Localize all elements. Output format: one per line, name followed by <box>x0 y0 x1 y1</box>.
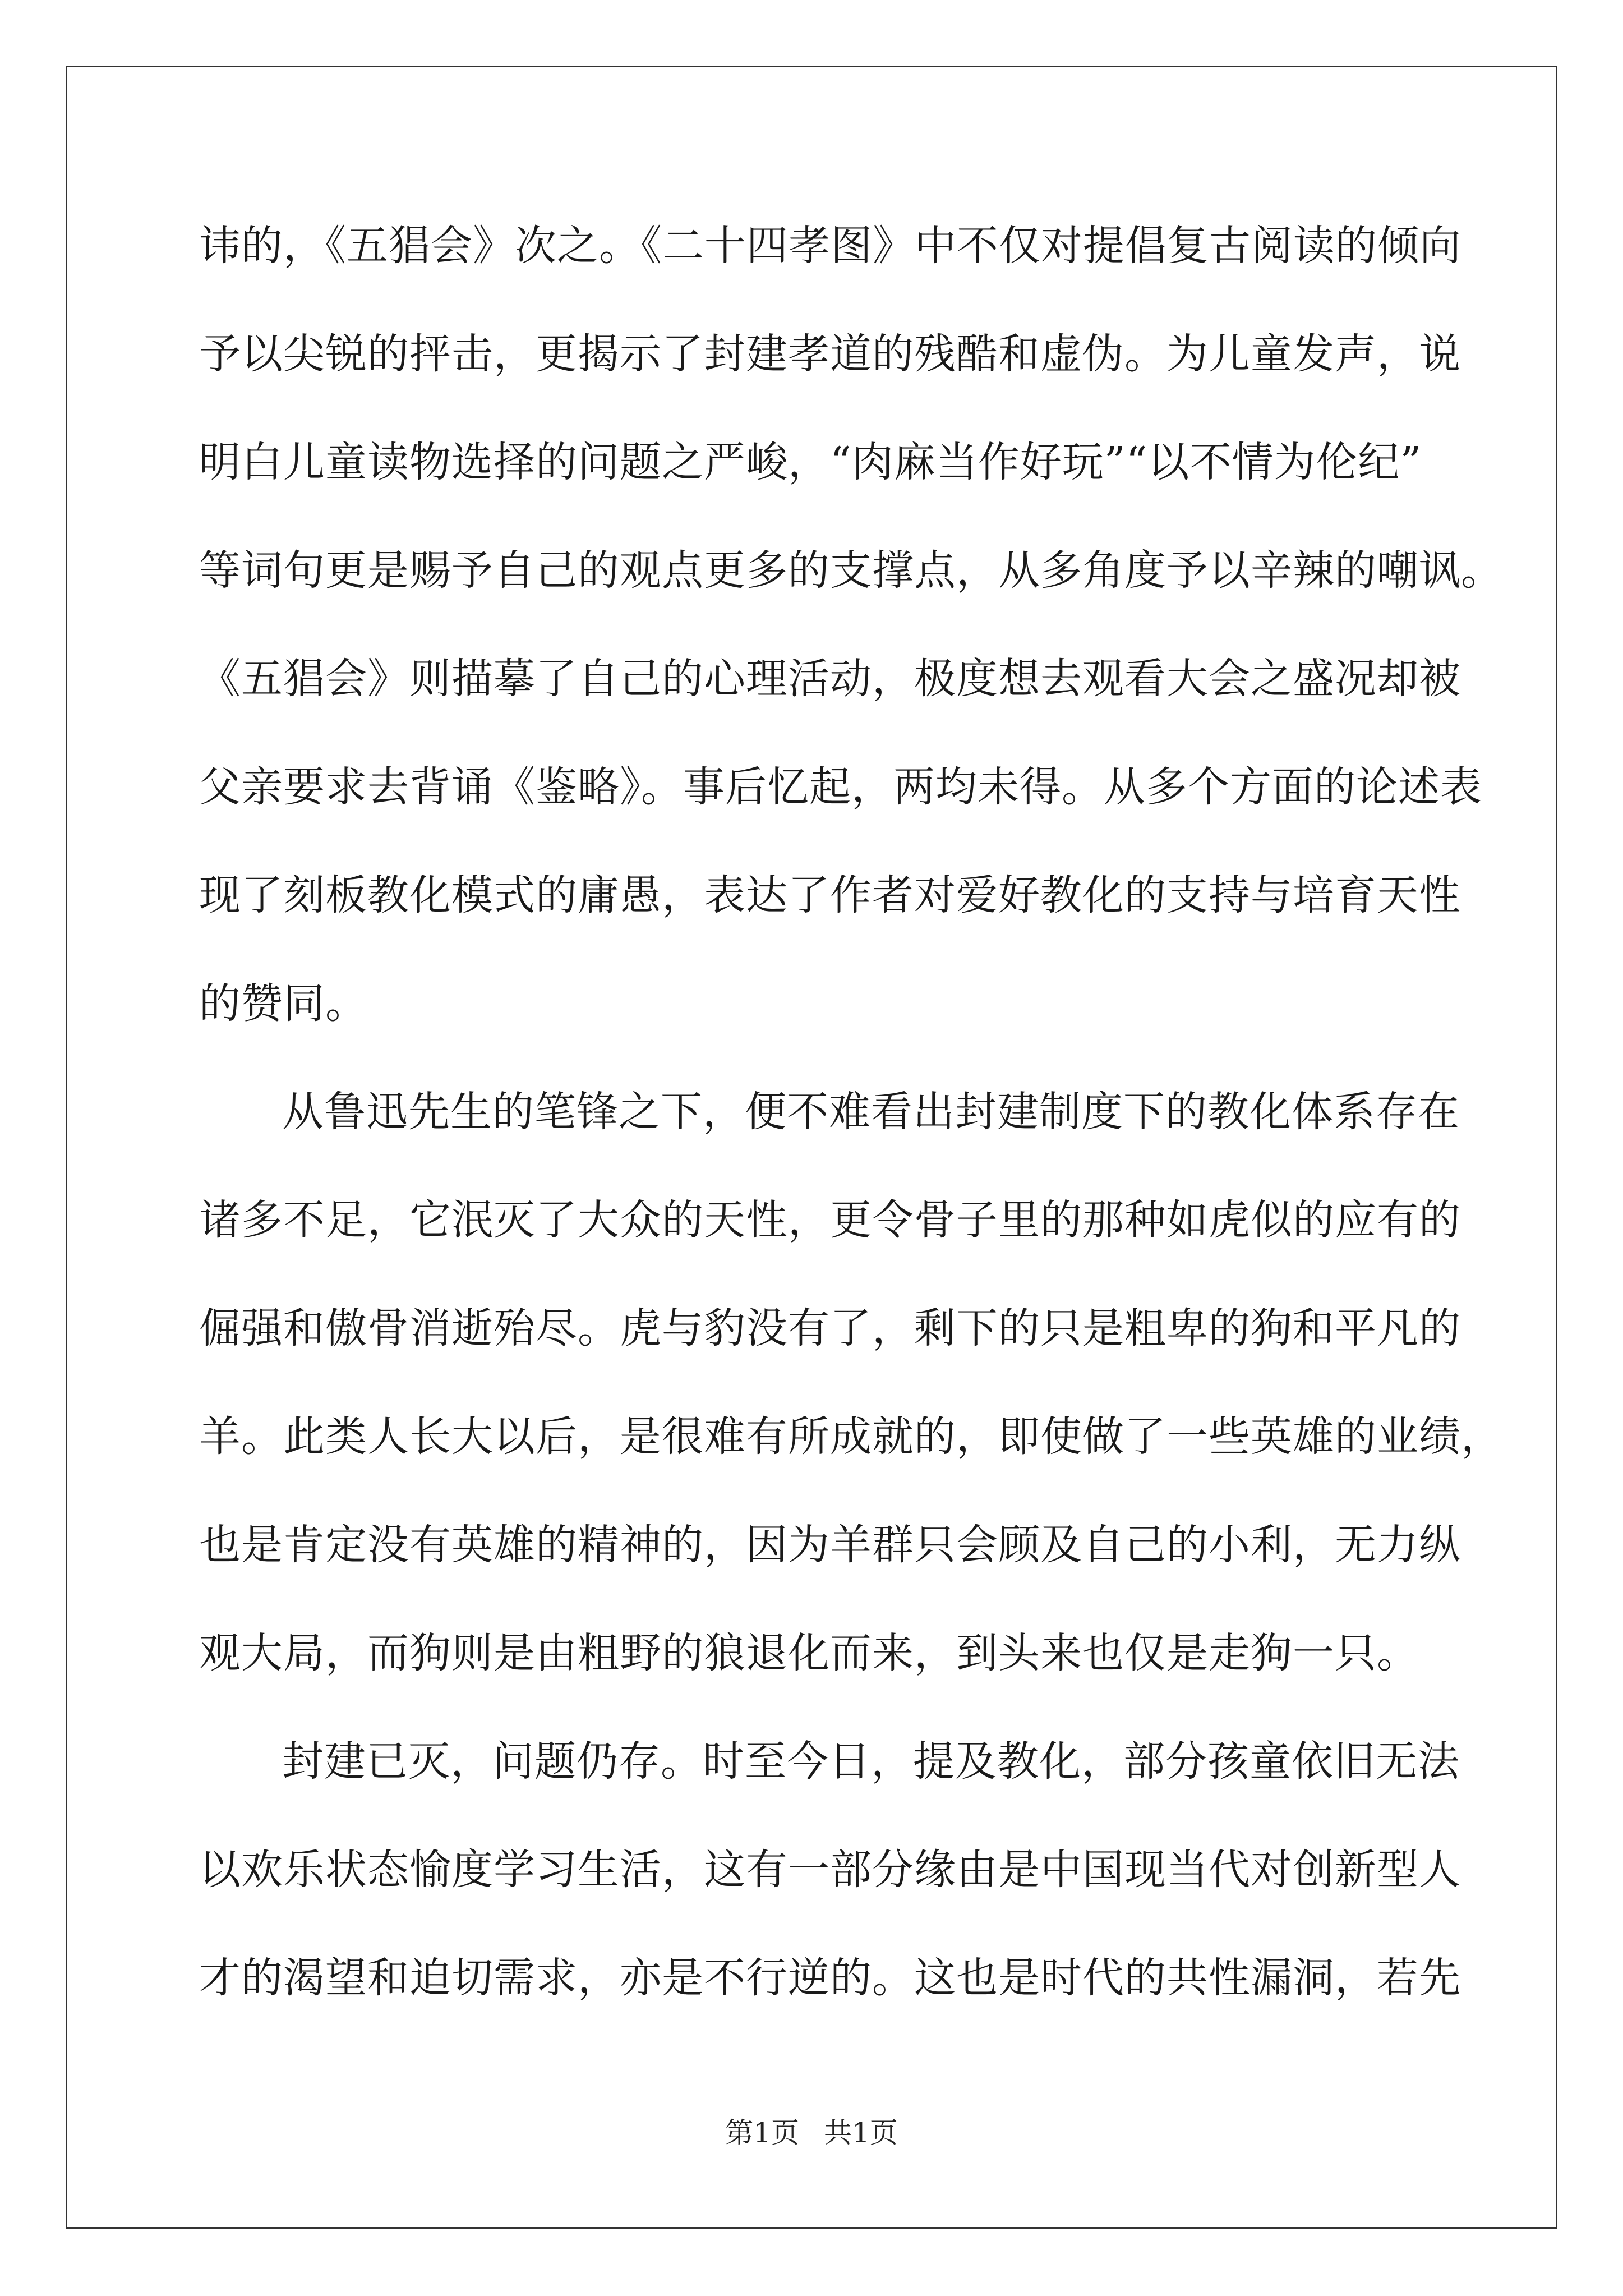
text-line: 的赞同。 <box>199 979 367 1028</box>
page-number: 第1页 <box>725 2116 800 2149</box>
text-line: 父亲要求去背诵《鉴略》。事后忆起，两均未得。从多个方面的论述表 <box>199 763 1482 811</box>
text-line: 才的渴望和迫切需求，亦是不行逆的。这也是时代的共性漏洞，若先 <box>199 1954 1461 2002</box>
text-line: 《五猖会》则描摹了自己的心理活动，极度想去观看大会之盛况却被 <box>199 655 1461 703</box>
page-footer <box>0 2116 1623 2150</box>
text-line: 等词句更是赐予自己的观点更多的支撑点，从多角度予以辛辣的嘲讽。 <box>199 546 1503 595</box>
text-line: 羊。此类人长大以后，是很难有所成就的，即使做了一些英雄的业绩， <box>199 1412 1503 1461</box>
text-line: 现了刻板教化模式的庸愚，表达了作者对爱好教化的支持与培育天性 <box>199 871 1461 919</box>
text-line: 倔强和傲骨消逝殆尽。虎与豹没有了，剩下的只是粗卑的狗和平凡的 <box>199 1304 1461 1352</box>
text-line: 也是肯定没有英雄的精神的，因为羊群只会顾及自己的小利，无力纵 <box>199 1521 1461 1569</box>
text-line: 讳的，《五猖会》次之。《二十四孝图》中不仅对提倡复古阅读的倾向 <box>199 222 1461 270</box>
document-body <box>199 219 1503 2059</box>
paragraph-start-line: 从鲁迅先生的笔锋之下，便不难看出封建制度下的教化体系存在 <box>282 1088 1460 1136</box>
text-line: 观大局，而狗则是由粗野的狼退化而来，到头来也仅是走狗一只。 <box>199 1629 1419 1677</box>
text-line: 以欢乐状态愉度学习生活，这有一部分缘由是中国现当代对创新型人 <box>199 1846 1461 1894</box>
text-line: 予以尖锐的抨击，更揭示了封建孝道的残酷和虚伪。为儿童发声，说 <box>199 330 1461 378</box>
page-total: 共1页 <box>823 2116 898 2149</box>
text-line: 诸多不足，它泯灭了大众的天性，更令骨子里的那种如虎似的应有的 <box>199 1196 1461 1244</box>
text-line: 明白儿童读物选择的问题之严峻，“肉麻当作好玩”“以不情为伦纪” <box>199 438 1422 486</box>
paragraph-start-line: 封建已灭，问题仍存。时至今日，提及教化，部分孩童依旧无法 <box>282 1737 1460 1786</box>
